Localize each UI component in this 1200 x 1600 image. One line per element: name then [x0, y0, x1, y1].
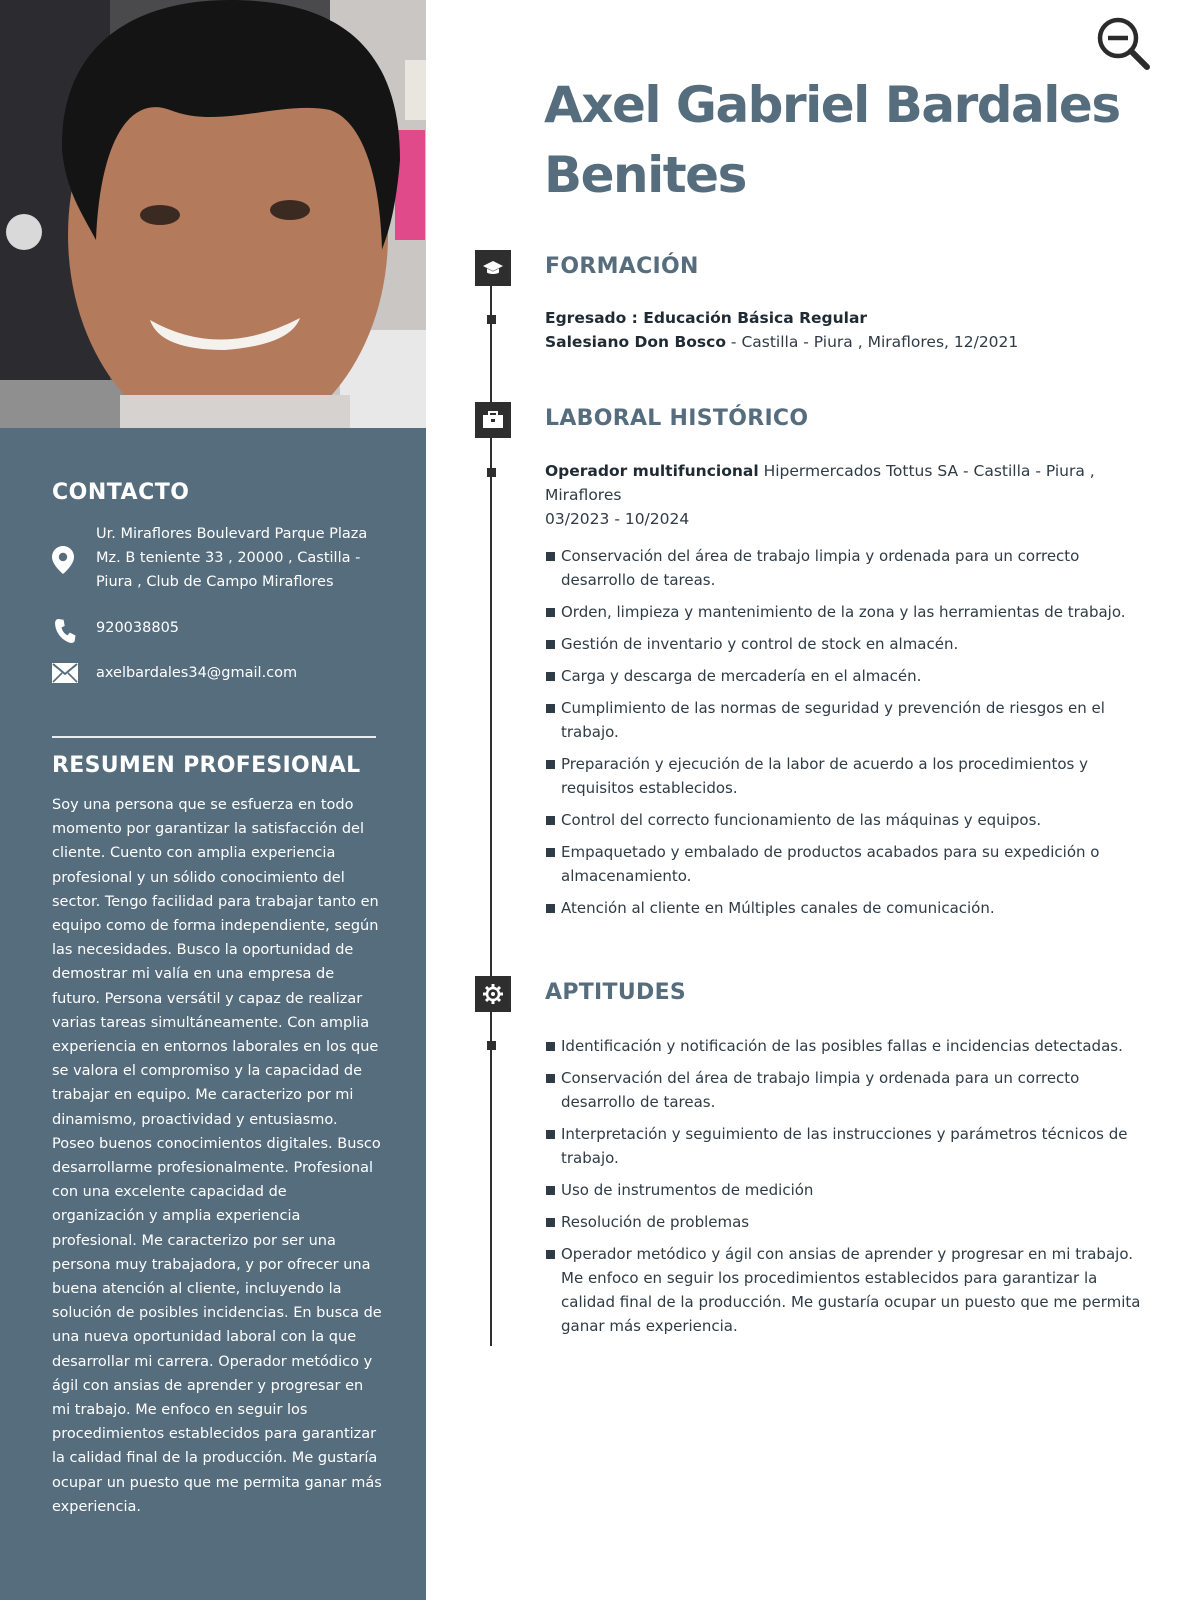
- email-text[interactable]: axelbardales34@gmail.com: [96, 665, 298, 681]
- aptitudes-title: APTITUDES: [545, 980, 687, 1005]
- summary-title: RESUMEN PROFESIONAL: [52, 753, 361, 778]
- sidebar: [0, 0, 426, 1600]
- list-item: Interpretación y seguimiento de las instrucciones y parámetros técnicos de trabajo.: [545, 1122, 1155, 1170]
- phone-icon: [52, 616, 96, 644]
- map-pin-icon: [52, 522, 96, 574]
- school-name: Salesiano Don Bosco: [545, 333, 726, 351]
- contact-address: [52, 522, 382, 594]
- summary-text: Soy una persona que se esfuerza en todo momento por garantizar la satisfacción del cliente. Cuento con amplia experiencia profesional y un sólido conocimiento del sector. Tengo facilidad para trabajar tanto en equipo como de forma independiente, según las necesidades. Busco la oportunidad de demostrar mi valía en una empresa de futuro. Persona versátil y capaz de realizar varias tareas simultáneamente. Con amplia experiencia en entornos laborales en los que se valora el compromiso y la capacidad de trabajar en equipo. Me caracterizo por mi dinamismo, proactividad y entusiasmo. Poseo buenos conocimientos digitales. Busco desarrollarme profesionalmente. Profesional con una excelente capacidad de organización y amplia experiencia profesional. Me caracterizo por ser una persona muy trabajadora, y por ofrecer una buena atención al cliente, incluyendo la solución de posibles incidencias. En busca de una nueva oportunidad laboral con la que desarrollar mi carrera. Operador metódico y ágil con ansias de aprender y progresar en mi trabajo. Me enfoco en seguir los procedimientos establecidos para garantizar la calidad final de la producción. Me gustaría ocupar un puesto que me permita ganar más experiencia.: [52, 797, 382, 1515]
- list-item: Conservación del área de trabajo limpia y ordenada para un correcto desarrollo de tareas.: [545, 1066, 1155, 1114]
- list-item: Cumplimiento de las normas de seguridad y prevención de riesgos en el trabajo.: [545, 696, 1155, 744]
- laboral-entry: [545, 459, 1155, 531]
- phone-text[interactable]: 920038805: [96, 620, 180, 636]
- school-details: - Castilla - Piura , Miraflores, 12/2021: [726, 333, 1019, 351]
- school-line: [545, 330, 1155, 354]
- job-dates: 03/2023 - 10/2024: [545, 510, 690, 528]
- formacion-title: FORMACIÓN: [545, 254, 699, 279]
- degree-line: Egresado : Educación Básica Regular: [545, 309, 868, 327]
- list-item: Control del correcto funcionamiento de las máquinas y equipos.: [545, 808, 1155, 832]
- profile-photo: [0, 0, 426, 428]
- contact-email: [52, 661, 382, 685]
- zoom-out-icon[interactable]: [1094, 14, 1154, 74]
- list-item: Gestión de inventario y control de stock en almacén.: [545, 632, 1155, 656]
- list-item: Empaquetado y embalado de productos acabados para su expedición o almacenamiento.: [545, 840, 1155, 888]
- briefcase-icon: [475, 402, 511, 438]
- list-item: Conservación del área de trabajo limpia y ordenada para un correcto desarrollo de tareas.: [545, 544, 1155, 592]
- list-item: Operador metódico y ágil con ansias de aprender y progresar en mi trabajo. Me enfoco en seguir los procedimientos establecidos para garantizar la calidad final de la producción. Me gustaría ocupar un puesto que me permita ganar más experiencia.: [545, 1242, 1155, 1338]
- degree-label: Egresado: [545, 309, 627, 327]
- list-item: Orden, limpieza y mantenimiento de la zona y las herramientas de trabajo.: [545, 600, 1155, 624]
- timeline-dot: [487, 1041, 496, 1050]
- laboral-title: LABORAL HISTÓRICO: [545, 406, 809, 431]
- address-text: Ur. Miraflores Boulevard Parque Plaza Mz. B teniente 33 , 20000 , Castilla - Piura , Club de Campo Miraflores: [96, 526, 368, 590]
- degree-name: Educación Básica Regular: [643, 309, 868, 327]
- list-item: Atención al cliente en Múltiples canales de comunicación.: [545, 896, 1155, 920]
- job-position: Operador multifuncional: [545, 462, 759, 480]
- contact-title: CONTACTO: [52, 480, 190, 505]
- laboral-tasks: [545, 544, 1155, 920]
- list-item: Identificación y notificación de las posibles fallas e incidencias detectadas.: [545, 1034, 1155, 1058]
- sidebar-divider: [52, 736, 376, 738]
- list-item: Uso de instrumentos de medición: [545, 1178, 1155, 1202]
- envelope-icon: [52, 661, 96, 683]
- aptitudes-list: [545, 1034, 1155, 1338]
- gear-icon: [475, 976, 511, 1012]
- timeline-dot: [487, 315, 496, 324]
- list-item: Carga y descarga de mercadería en el almacén.: [545, 664, 1155, 688]
- job-company: Hipermercados Tottus SA - Castilla - Piura , Miraflores: [545, 462, 1095, 504]
- list-item: Preparación y ejecución de la labor de acuerdo a los procedimientos y requisitos establecidos.: [545, 752, 1155, 800]
- contact-phone: [52, 616, 382, 644]
- list-item: Resolución de problemas: [545, 1210, 1155, 1234]
- candidate-name: Axel Gabriel Bardales Benites: [544, 76, 1120, 204]
- formacion-entry: [545, 306, 1155, 354]
- graduation-cap-icon: [475, 250, 511, 286]
- timeline-dot: [487, 468, 496, 477]
- job-line: [545, 459, 1155, 507]
